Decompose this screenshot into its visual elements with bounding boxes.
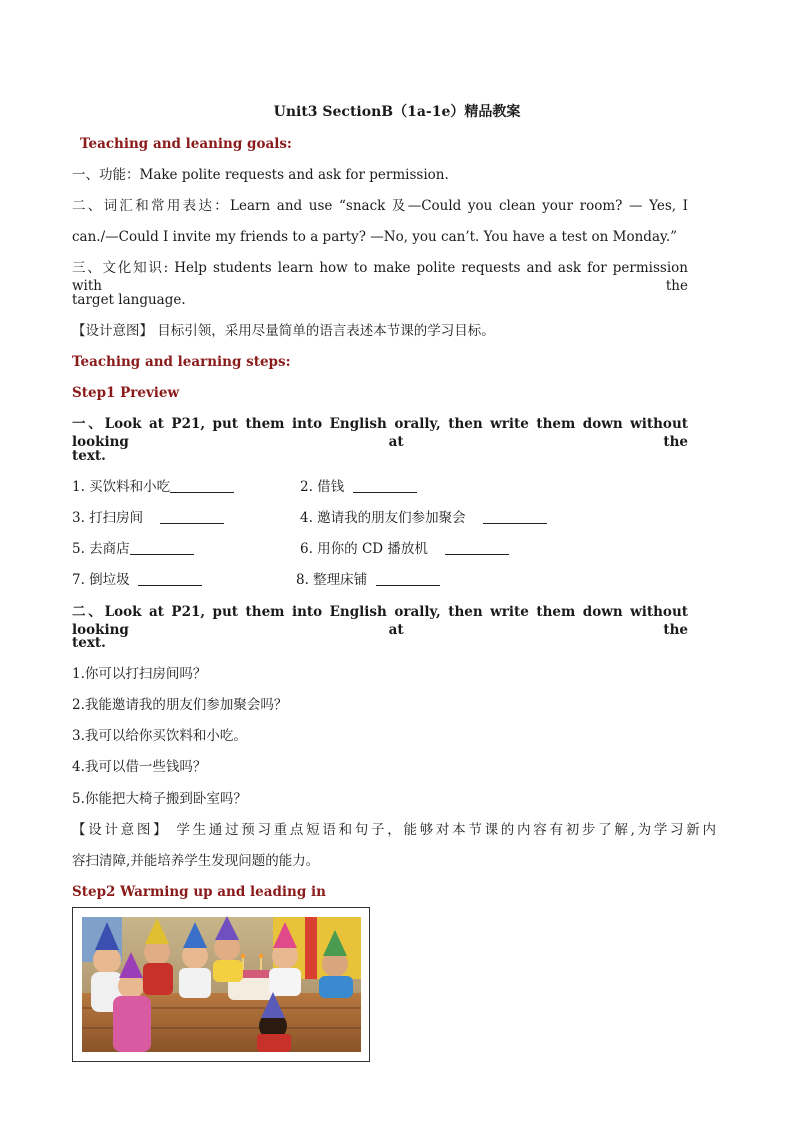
phrase-row bbox=[72, 509, 688, 527]
answer-blank[interactable] bbox=[138, 571, 202, 586]
sentence-item: 4.我可以借一些钱吗？ bbox=[72, 759, 207, 775]
phrase-row bbox=[72, 478, 688, 496]
sentence-item: 5.你能把大椅子搬到卧室吗？ bbox=[72, 791, 247, 807]
task2-line1: 二、Look at P21, put them into English orally, then write them down without looking at the bbox=[72, 604, 688, 638]
task2-line2: text. bbox=[72, 635, 106, 651]
phrase-item-right: 6. 用你的 CD 播放机 bbox=[300, 540, 509, 558]
sentence-item: 1.你可以打扫房间吗？ bbox=[72, 666, 207, 682]
task1-line2: text. bbox=[72, 448, 106, 464]
answer-blank[interactable] bbox=[445, 540, 509, 555]
phrase-item: 3. 打扫房间 bbox=[72, 510, 144, 526]
goals-heading: Teaching and leaning goals: bbox=[80, 136, 292, 152]
goal-function: 一、功能：Make polite requests and ask for permission. bbox=[72, 167, 449, 183]
document-title: Unit3 SectionB（1a-1e）精品教案 bbox=[273, 104, 521, 120]
phrase-row bbox=[72, 571, 688, 589]
task1-line1: 一、Look at P21, put them into English orally, then write them down without looking at the bbox=[72, 416, 688, 450]
answer-blank[interactable] bbox=[130, 540, 194, 555]
goals-design-intent: 【设计意图】 目标引领，采用尽量简单的语言表述本节课的学习目标。 bbox=[72, 323, 495, 339]
party-photo bbox=[72, 907, 370, 1062]
sentence-item: 2.我能邀请我的朋友们参加聚会吗？ bbox=[72, 697, 288, 713]
phrase-item-right: 4. 邀请我的朋友们参加聚会 bbox=[300, 509, 547, 527]
phrase-item: 1. 买饮料和小吃 bbox=[72, 479, 171, 495]
steps-heading: Teaching and learning steps: bbox=[72, 354, 291, 370]
goal-vocab-line2: can./—Could I invite my friends to a party? —No, you can’t. You have a test on Monday.” bbox=[72, 229, 678, 245]
answer-blank[interactable] bbox=[353, 478, 417, 493]
phrase-row bbox=[72, 540, 688, 558]
sentence-item: 3.我可以给你买饮料和小吃。 bbox=[72, 728, 247, 744]
answer-blank[interactable] bbox=[160, 509, 224, 524]
step2-heading: Step2 Warming up and leading in bbox=[72, 884, 326, 900]
goal-culture-line2: target language. bbox=[72, 292, 186, 308]
phrase-item-right: 2. 借钱 bbox=[300, 478, 417, 496]
step1-design-intent-line2: 容扫清障,并能培养学生发现问题的能力。 bbox=[72, 853, 320, 869]
step1-design-intent-line1: 【设计意图】 学生通过预习重点短语和句子，能够对本节课的内容有初步了解,为学习新内 bbox=[72, 822, 716, 838]
answer-blank[interactable] bbox=[376, 571, 440, 586]
phrase-item: 5. 去商店 bbox=[72, 541, 130, 557]
answer-blank[interactable] bbox=[483, 509, 547, 524]
answer-blank[interactable] bbox=[170, 478, 234, 493]
goal-culture-line1: 三、文化知识: Help students learn how to make polite requests and ask for permission with the bbox=[72, 260, 688, 294]
phrase-item-right: 8. 整理床铺 bbox=[296, 571, 440, 589]
phrase-item: 7. 倒垃圾 bbox=[72, 572, 130, 588]
goal-vocab-line1: 二、词汇和常用表达：Learn and use “snack 及—Could you clean your room? — Yes, I bbox=[72, 198, 688, 214]
step1-heading: Step1 Preview bbox=[72, 385, 180, 401]
